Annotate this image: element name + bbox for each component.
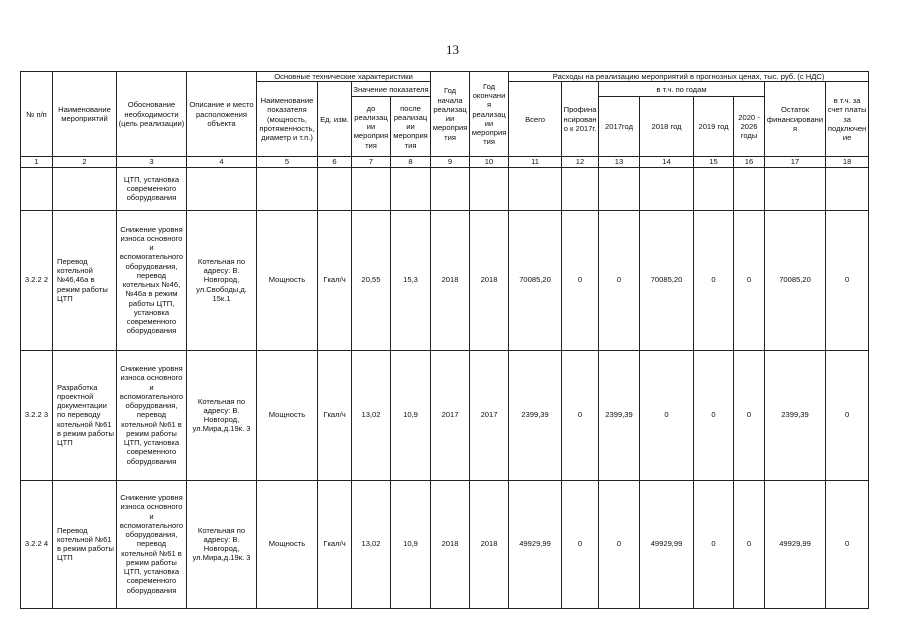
row-before: 20,55 bbox=[352, 210, 391, 350]
row-year-start: 2018 bbox=[431, 210, 470, 350]
col-number: 10 bbox=[470, 157, 509, 167]
empty-cell bbox=[352, 167, 391, 210]
header-after: после реализации мероприятия bbox=[391, 97, 431, 157]
continuation-row bbox=[21, 167, 869, 210]
row-num: 3.2.2 4 bbox=[21, 480, 53, 608]
row-2017: 2399,39 bbox=[599, 350, 640, 480]
col-number: 16 bbox=[734, 157, 765, 167]
row-name: Перевод котельной №61 в режим работы ЦТП bbox=[53, 480, 117, 608]
row-desc: Котельная по адресу: В. Новгород, ул.Мира,д.19к. 3 bbox=[187, 350, 257, 480]
page-number: 13 bbox=[446, 42, 459, 57]
col-number: 5 bbox=[257, 157, 318, 167]
header-unit: Ед. изм. bbox=[318, 82, 352, 157]
row-connection: 0 bbox=[826, 480, 869, 608]
row-indicator: Мощность bbox=[257, 350, 318, 480]
row-2020-2026: 0 bbox=[734, 210, 765, 350]
col-number: 4 bbox=[187, 157, 257, 167]
header-num: № п/п bbox=[21, 72, 53, 157]
row-after: 10,9 bbox=[391, 480, 431, 608]
investment-program-table bbox=[20, 71, 869, 609]
empty-cell bbox=[318, 167, 352, 210]
row-reason: Снижение уровня износа основного и вспомогательного оборудования, перевод котельных №46, №46а в режим работы ЦТП, установка современного оборудования bbox=[117, 210, 187, 350]
col-number: 15 bbox=[694, 157, 734, 167]
col-number: 13 bbox=[599, 157, 640, 167]
row-reason: Снижение уровня износа основного и вспомогательного оборудования, перевод котельной №61 в режим работы ЦТП, установка современного оборудования bbox=[117, 480, 187, 608]
row-financed: 0 bbox=[562, 210, 599, 350]
empty-cell bbox=[431, 167, 470, 210]
col-number: 14 bbox=[640, 157, 694, 167]
row-after: 10,9 bbox=[391, 350, 431, 480]
empty-cell bbox=[599, 167, 640, 210]
column-number-row bbox=[21, 157, 869, 167]
empty-cell bbox=[640, 167, 694, 210]
header-reason: Обоснование необходимости (цель реализации) bbox=[117, 72, 187, 157]
row-total: 2399,39 bbox=[509, 350, 562, 480]
empty-cell bbox=[187, 167, 257, 210]
header-row-1 bbox=[21, 72, 869, 82]
header-indicator: Наименование показателя (мощность, протяженность, диаметр и т.п.) bbox=[257, 82, 318, 157]
empty-cell bbox=[826, 167, 869, 210]
row-connection: 0 bbox=[826, 210, 869, 350]
header-2018: 2018 год bbox=[640, 97, 694, 157]
row-2019: 0 bbox=[694, 210, 734, 350]
row-num: 3.2.2 3 bbox=[21, 350, 53, 480]
row-2020-2026: 0 bbox=[734, 480, 765, 608]
header-costs-group: Расходы на реализацию мероприятий в прогнозных ценах, тыс. руб. (с НДС) bbox=[509, 72, 869, 82]
header-value-group: Значение показателя bbox=[352, 82, 431, 97]
col-number: 2 bbox=[53, 157, 117, 167]
col-number: 3 bbox=[117, 157, 187, 167]
col-number: 11 bbox=[509, 157, 562, 167]
row-2018: 70085,20 bbox=[640, 210, 694, 350]
header-financed: Профинансировано к 2017г. bbox=[562, 82, 599, 157]
row-reason: Снижение уровня износа основного и вспомогательного оборудования, перевод котельной №61 в режим работы ЦТП, установка современного оборудования bbox=[117, 350, 187, 480]
header-connection: в т.ч. за счет платы за подключение bbox=[826, 82, 869, 157]
row-desc: Котельная по адресу: В. Новгород, ул.Мира,д.19к. 3 bbox=[187, 480, 257, 608]
header-before: до реализации мероприятия bbox=[352, 97, 391, 157]
row-remaining: 70085,20 bbox=[765, 210, 826, 350]
col-number: 8 bbox=[391, 157, 431, 167]
row-before: 13,02 bbox=[352, 480, 391, 608]
row-total: 49929,99 bbox=[509, 480, 562, 608]
col-number: 18 bbox=[826, 157, 869, 167]
row-2019: 0 bbox=[694, 480, 734, 608]
row-after: 15,3 bbox=[391, 210, 431, 350]
header-year-start: Год начала реализации мероприятия bbox=[431, 72, 470, 157]
row-num: 3.2.2 2 bbox=[21, 210, 53, 350]
row-unit: Гкал/ч bbox=[318, 480, 352, 608]
empty-cell bbox=[391, 167, 431, 210]
col-number: 1 bbox=[21, 157, 53, 167]
row-connection: 0 bbox=[826, 350, 869, 480]
empty-cell bbox=[21, 167, 53, 210]
col-number: 7 bbox=[352, 157, 391, 167]
header-name: Наименование мероприятий bbox=[53, 72, 117, 157]
row-2017: 0 bbox=[599, 480, 640, 608]
table-row bbox=[21, 210, 869, 350]
header-years-group: в т.ч. по годам bbox=[599, 82, 765, 97]
row-year-end: 2018 bbox=[470, 210, 509, 350]
row-year-end: 2017 bbox=[470, 350, 509, 480]
row-unit: Гкал/ч bbox=[318, 210, 352, 350]
empty-cell bbox=[694, 167, 734, 210]
row-remaining: 2399,39 bbox=[765, 350, 826, 480]
row-2018: 49929,99 bbox=[640, 480, 694, 608]
header-tech-group: Основные технические характеристики bbox=[257, 72, 431, 82]
header-2017: 2017год bbox=[599, 97, 640, 157]
row-year-start: 2018 bbox=[431, 480, 470, 608]
row-2020-2026: 0 bbox=[734, 350, 765, 480]
header-total: Всего bbox=[509, 82, 562, 157]
row-remaining: 49929,99 bbox=[765, 480, 826, 608]
row-indicator: Мощность bbox=[257, 210, 318, 350]
empty-cell bbox=[509, 167, 562, 210]
row-indicator: Мощность bbox=[257, 480, 318, 608]
empty-cell bbox=[53, 167, 117, 210]
empty-cell bbox=[470, 167, 509, 210]
header-2020-2026: 2020 - 2026 годы bbox=[734, 97, 765, 157]
row-desc: Котельная по адресу: В. Новгород, ул.Свободы,д. 15к.1 bbox=[187, 210, 257, 350]
row-year-end: 2018 bbox=[470, 480, 509, 608]
header-remaining: Остаток финансирования bbox=[765, 82, 826, 157]
row-before: 13,02 bbox=[352, 350, 391, 480]
row-2018: 0 bbox=[640, 350, 694, 480]
row-2019: 0 bbox=[694, 350, 734, 480]
row-name: Разработка проектной документации по переводу котельной №61 в режим работы ЦТП bbox=[53, 350, 117, 480]
col-number: 12 bbox=[562, 157, 599, 167]
header-2019: 2019 год bbox=[694, 97, 734, 157]
header-desc: Описание и место расположения объекта bbox=[187, 72, 257, 157]
row-unit: Гкал/ч bbox=[318, 350, 352, 480]
row-total: 70085,20 bbox=[509, 210, 562, 350]
empty-cell bbox=[562, 167, 599, 210]
row-2017: 0 bbox=[599, 210, 640, 350]
empty-cell bbox=[257, 167, 318, 210]
table-row bbox=[21, 480, 869, 608]
empty-cell bbox=[734, 167, 765, 210]
row-name: Перевод котельной №46,46а в режим работы ЦТП bbox=[53, 210, 117, 350]
header-year-end: Год окончания реализации мероприятия bbox=[470, 72, 509, 157]
col-number: 17 bbox=[765, 157, 826, 167]
row-financed: 0 bbox=[562, 480, 599, 608]
col-number: 9 bbox=[431, 157, 470, 167]
empty-cell bbox=[765, 167, 826, 210]
col-number: 6 bbox=[318, 157, 352, 167]
row-financed: 0 bbox=[562, 350, 599, 480]
reason-cell: ЦТП, установка современного оборудования bbox=[117, 167, 187, 210]
table-row bbox=[21, 350, 869, 480]
row-year-start: 2017 bbox=[431, 350, 470, 480]
